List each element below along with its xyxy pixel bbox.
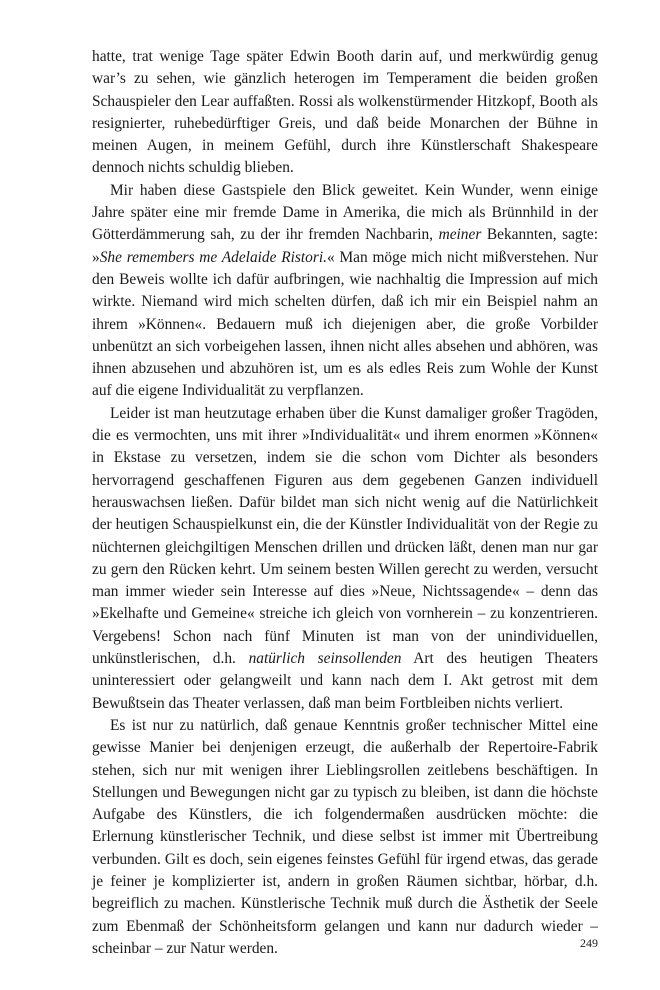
paragraph-1 [92, 46, 598, 180]
paragraph-2-text-a: Mir haben diese Gastspiele den Blick geweitet. Kein Wunder, wenn einige Jahre später eine mir fremde Dame in Amerika, die mich als Brünnhild in der Götterdämmerung sah, zu der ihr fremden Nachbarin, [92, 181, 598, 244]
paragraph-4-text: Es ist nur zu natürlich, daß genaue Kenntnis großer technischer Mittel eine gewisse Manier bei denjenigen erzeugt, die außerhalb der Repertoire-Fabrik stehen, sich nur mit wenigen ihrer Lieblingsrollen zeitlebens beschäftigen. In Stellungen und Bewegungen nicht gar zu typisch zu bleiben, ist dann die höchste Aufgabe des Künstlers, die ich folgendermaßen ausdrücken möchte: die Erlernung künstlerischer Technik, und diese selbst ist immer mit Übertreibung verbunden. Gilt es doch, sein eigenes feinstes Gefühl für irgend etwas, das gerade je feiner je komplizierter ist, andern in großen Räumen sichtbar, hörbar, d.h. begreiflich zu machen. Künstlerische Technik muß durch die Ästhetik der Seele zum Ebenmaß der Schönheitsform gelangen und kann nur dadurch wieder – scheinbar – zur Natur werden. [92, 716, 598, 957]
paragraph-2-emphasis-meiner: meiner [438, 226, 482, 244]
paragraph-3-text-b: Art des heutigen Theaters uninteressiert oder gelangweilt und kann nach dem I. Akt getrost mit dem Bewußtsein das Theater verlassen, daß man beim Fortbleiben nichts verliert. [92, 650, 598, 712]
paragraph-2-text-b: Bekannten, sagte: » [92, 226, 598, 266]
page-number: 249 [580, 936, 598, 950]
paragraph-2-quote-english: She remembers me Adelaide Ristori. [99, 248, 327, 266]
paragraph-2 [92, 180, 598, 403]
paragraph-3 [92, 403, 598, 715]
paragraph-3-emphasis: natürlich seinsollenden [248, 650, 402, 668]
paragraph-1-text: hatte, trat wenige Tage später Edwin Booth darin auf, und merkwürdig genug war’s zu sehen, wie gänzlich heterogen im Temperament die beiden großen Schauspieler den Lear auffaßten. Rossi als wolkenstürmender Hitzkopf, Booth als resignierter, ruhebedürftiger Greis, und daß beide Monarchen der Bühne in meinen Augen, in meinem Gefühl, durch ihre Künstlerschaft Shakespeare dennoch nichts schuldig blieben. [92, 48, 598, 177]
paragraph-4 [92, 715, 598, 960]
paragraph-3-text-a: Leider ist man heutzutage erhaben über die Kunst damaliger großer Tragöden, die es vermochten, uns mit ihrer »Individualität« und ihrem enormen »Können« in Ekstase zu versetzen, indem sie die schon vom Dichter als besonders hervorragend geschaffenen Figuren aus dem gegebenen Ganzen individuell herauswachsen ließen. Dafür bildet man sich nicht wenig auf die Natürlichkeit der heutigen Schauspielkunst ein, die der Künstler Individualität von der Regie zu nüchternen gleichgiltigen Menschen drillen und drücken läßt, denen man nur gar zu gern den Rücken kehrt. Um seinem besten Willen gerecht zu werden, versucht man immer wieder sein Interesse auf dies »Neue, Nichtssagende« – denn das »Ekelhafte und Gemeine« streiche ich gleich von vornherein – zu konzentrieren. Vergebens! Schon nach fünf Minuten ist man von der unindividuellen, unkünstlerischen, d.h. [92, 404, 598, 668]
page-body [92, 46, 598, 960]
paragraph-2-text-c: « Man möge mich nicht mißverstehen. Nur den Beweis wollte ich dafür aufbringen, wie nachhaltig die Impression auf mich wirkte. Niemand wird mich schelten dürfen, daß ich mir ein Beispiel nahm an ihrem »Können«. Bedauern muß ich diejenigen aber, die große Vorbilder unbenützt an sich vorbeigehen lassen, ihnen nicht alles absehen und abhören, was ihnen abzusehen und abzuhören ist, um es als edles Reis zum Wohle der Kunst auf die eigene Individualität zu verpflanzen. [92, 248, 598, 400]
